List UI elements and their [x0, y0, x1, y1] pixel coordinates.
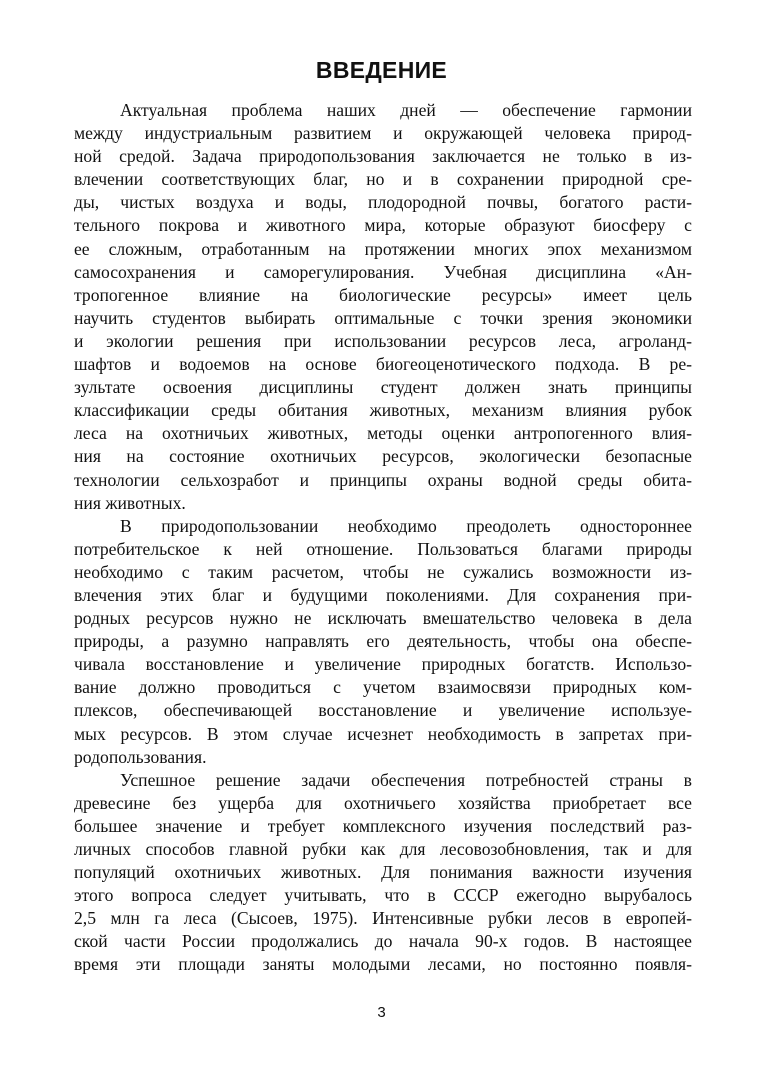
text-line: самосохранения и саморегулирования. Учебная дисциплина «Ан- [74, 261, 692, 282]
text-line: личных способов главной рубки как для лесовозобновления, так и для [74, 839, 692, 859]
text-line: В природопользовании необходимо преодолеть одностороннее [120, 515, 692, 536]
text-line: Успешное решение задачи обеспечения потребностей страны в [120, 769, 692, 790]
text-line: и экологии решения при использовании ресурсов леса, агроланд- [74, 330, 692, 351]
text-line: тельного покрова и животного мира, которые образуют биосферу с [74, 215, 692, 236]
document-body [74, 99, 692, 977]
text-line: этого вопроса следует учитывать, что в СССР ежегодно вырубалось [74, 885, 692, 906]
text-line: классификации среды обитания животных, механизм влияния рубок [74, 400, 692, 421]
text-line: научить студентов выбирать оптимальные с точки зрения экономики [74, 307, 692, 328]
paragraph-2 [74, 515, 692, 769]
text-line: влечении соответствующих благ, но и в сохранении природной сре- [74, 169, 692, 190]
text-line: технологии сельхозработ и принципы охраны водной среды обита- [74, 469, 692, 490]
text-line: 2,5 млн га леса (Сысоев, 1975). Интенсивные рубки лесов в европей- [74, 908, 692, 929]
page-title: ВВЕДЕНИЕ [315, 57, 448, 83]
text-line: вание должно проводиться с учетом взаимосвязи природных ком- [74, 677, 692, 698]
paragraph-1 [74, 99, 692, 515]
text-line: между индустриальным развитием и окружающей человека природ- [74, 123, 692, 144]
text-line: ной средой. Задача природопользования заключается не только в из- [74, 146, 692, 167]
text-line: чивала восстановление и увеличение природных богатств. Использо- [74, 654, 692, 675]
text-line: время эти площади заняты молодыми лесами, но постоянно появля- [74, 954, 692, 975]
text-line: Актуальная проблема наших дней — обеспечение гармонии [120, 100, 692, 120]
text-line: родопользования. [74, 746, 207, 767]
text-line: плексов, обеспечивающей восстановление и увеличение используе- [74, 700, 692, 721]
text-line: природы, а разумно направлять его деятельность, чтобы она обеспе- [74, 631, 692, 652]
text-line: древесине без ущерба для охотничьего хозяйства приобретает все [74, 792, 692, 813]
text-line: ее сложным, отработанным на протяжении многих эпох механизмом [74, 238, 692, 259]
paragraph-3 [74, 769, 692, 977]
text-line: потребительское к ней отношение. Пользоваться благами природы [74, 538, 692, 559]
text-line: зультате освоения дисциплины студент должен знать принципы [74, 377, 692, 398]
page-number: 3 [377, 1004, 386, 1021]
text-line: необходимо с таким расчетом, чтобы не сужались возможности из- [74, 561, 692, 582]
text-line: большее значение и требует комплексного изучения последствий раз- [74, 815, 692, 836]
text-line: мых ресурсов. В этом случае исчезнет необходимость в запретах при- [74, 723, 692, 744]
text-line: ния животных. [74, 492, 186, 513]
text-line: леса на охотничьих животных, методы оценки антропогенного влия- [74, 423, 692, 444]
text-line: тропогенное влияние на биологические ресурсы» имеет цель [74, 284, 692, 305]
text-line: ды, чистых воздуха и воды, плодородной почвы, богатого расти- [74, 192, 692, 213]
text-line: родных ресурсов нужно не исключать вмешательство человека в дела [74, 608, 692, 629]
text-line: ния на состояние охотничьих ресурсов, экологически безопасные [74, 446, 692, 467]
text-line: шафтов и водоемов на основе биогеоценотического подхода. В ре- [74, 354, 692, 375]
text-line: популяций охотничьих животных. Для понимания важности изучения [74, 862, 692, 883]
text-line: влечения этих благ и будущими поколениями. Для сохранения при- [74, 584, 692, 605]
text-line: ской части России продолжались до начала 90-х годов. В настоящее [74, 931, 692, 952]
